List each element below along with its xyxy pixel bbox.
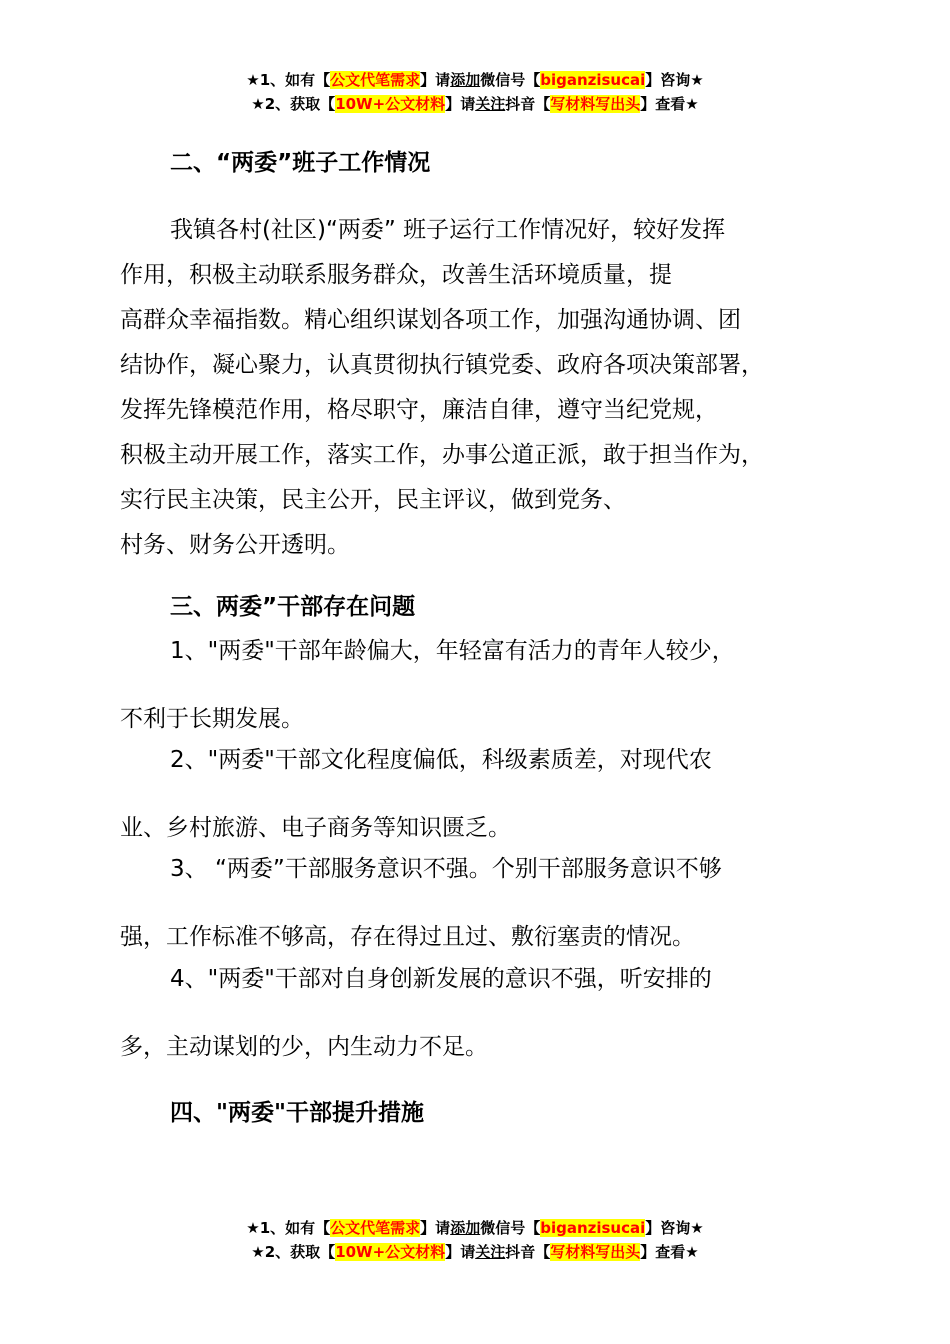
- problem-item-2: 2、"两委"干部文化程度偏低，科级素质差，对现代农: [170, 747, 712, 773]
- problem-item-2-cont: 业、乡村旅游、电子商务等知识匮乏。: [120, 815, 511, 841]
- paragraph-line: 积极主动开展工作，落实工作，办事公道正派，敢于担当作为，: [120, 442, 764, 468]
- paragraph-line: 我镇各村(社区)“两委” 班子运行工作情况好，较好发挥: [170, 217, 726, 243]
- banner-line-2: ★2、获取【10W+公文材料】请关注抖音【写材料写出头】查看★: [251, 95, 699, 113]
- problem-item-4-cont: 多，主动谋划的少，内生动力不足。: [120, 1034, 488, 1060]
- section-2-paragraph: [120, 208, 764, 568]
- paragraph-line: 村务、财务公开透明。: [120, 532, 350, 558]
- highlight-materials: 10W+公文材料: [335, 1243, 446, 1261]
- problem-item-3: 3、 “两委”干部服务意识不强。个别干部服务意识不够: [170, 856, 722, 882]
- highlight-douyin-account: 写材料写出头: [550, 95, 641, 113]
- paragraph-line: 高群众幸福指数。精心组织谋划各项工作，加强沟通协调、团: [120, 307, 741, 333]
- problem-item-4: 4、"两委"干部对自身创新发展的意识不强，听安排的: [170, 966, 712, 992]
- paragraph-line: 作用，积极主动联系服务群众，改善生活环境质量，提: [120, 262, 672, 288]
- highlight-douyin-account: 写材料写出头: [550, 1243, 641, 1261]
- paragraph-line: 发挥先锋模范作用，格尽职守，廉洁自律，遵守当纪党规，: [120, 397, 718, 423]
- highlight-materials: 10W+公文材料: [335, 95, 446, 113]
- banner-line-1: ★1、如有【公文代笔需求】请添加微信号【biganzisucai】咨询★: [246, 71, 704, 89]
- banner-line-2: ★2、获取【10W+公文材料】请关注抖音【写材料写出头】查看★: [251, 1243, 699, 1261]
- banner-line-1: ★1、如有【公文代笔需求】请添加微信号【biganzisucai】咨询★: [246, 1219, 704, 1237]
- highlight-writing-service: 公文代笔需求: [330, 1219, 421, 1237]
- highlight-wechat-id: biganzisucai: [540, 71, 646, 89]
- paragraph-line: 实行民主决策，民主公开，民主评议，做到党务、: [120, 487, 626, 513]
- section-3-heading: 三、两委”干部存在问题: [170, 594, 416, 620]
- problem-item-1: 1、"两委"干部年龄偏大，年轻富有活力的青年人较少，: [170, 638, 735, 664]
- section-2-heading: 二、“两委”班子工作情况: [170, 150, 431, 176]
- highlight-wechat-id: biganzisucai: [540, 1219, 646, 1237]
- problem-item-3-cont: 强，工作标准不够高，存在得过且过、敷衍塞责的情况。: [120, 924, 695, 950]
- bottom-banner: [0, 1216, 950, 1264]
- highlight-writing-service: 公文代笔需求: [330, 71, 421, 89]
- problem-item-1-cont: 不利于长期发展。: [120, 706, 304, 732]
- section-4-heading: 四、"两委"干部提升措施: [170, 1100, 424, 1126]
- top-banner: [0, 68, 950, 116]
- paragraph-line: 结协作，凝心聚力，认真贯彻执行镇党委、政府各项决策部署，: [120, 352, 764, 378]
